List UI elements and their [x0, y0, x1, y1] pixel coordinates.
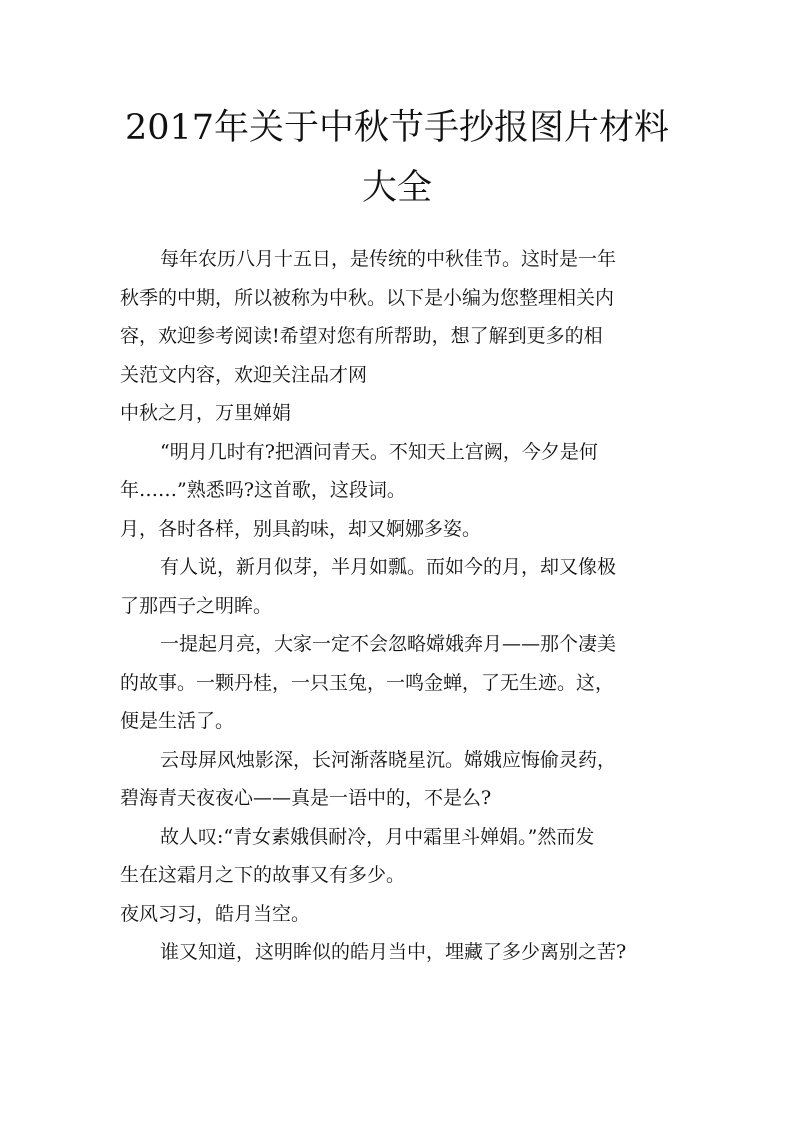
text-line: 云母屏风烛影深，长河渐落晓星沉。嫦娥应悔偷灵药， — [160, 748, 617, 771]
text-line: 的故事。一颗丹桂，一只玉兔，一鸣金蝉，了无生迹。这， — [120, 671, 615, 694]
text-line: 了那西子之明眸。 — [120, 594, 273, 617]
text-line: 秋季的中期，所以被称为中秋。以下是小编为您整理相关内 — [120, 286, 615, 309]
text-line: 一提起月亮，大家一定不会忽略嫦娥奔月——那个凄美 — [160, 633, 617, 655]
document-body — [120, 240, 680, 972]
text-line: 夜风习习，皓月当空。 — [120, 902, 311, 925]
text-line: 容，欢迎参考阅读!希望对您有所帮助，想了解到更多的相 — [120, 325, 603, 347]
text-line: 碧海青天夜夜心——真是一语中的，不是么? — [120, 787, 492, 809]
text-line: 便是生活了。 — [120, 710, 235, 732]
text-line: 谁又知道，这明眸似的皓月当中，埋藏了多少离别之苦? — [160, 941, 627, 963]
text-line: 关范文内容，欢迎关注品才网 — [120, 363, 368, 386]
text-line: 每年农历八月十五日，是传统的中秋佳节。这时是一年 — [160, 248, 617, 270]
section-heading: 中秋之月，万里婵娟 — [120, 402, 292, 424]
text-line: 故人叹:“青女素娥俱耐冷，月中霜里斗婵娟。”然而发 — [160, 825, 595, 848]
text-line: 年……”熟悉吗?这首歌，这段词。 — [120, 479, 406, 501]
document-title-line-2: 大全 — [361, 168, 432, 208]
text-line: 有人说，新月似芽，半月如瓢。而如今的月，却又像极 — [160, 556, 617, 578]
text-line: 月，各时各样，别具韵味，却又婀娜多姿。 — [120, 517, 482, 540]
text-line: “明月几时有?把酒问青天。不知天上宫阙，今夕是何 — [160, 440, 598, 463]
document-title-line-1: 2017年关于中秋节手抄报图片材料 — [124, 108, 670, 148]
text-line: 生在这霜月之下的故事又有多少。 — [120, 864, 406, 886]
